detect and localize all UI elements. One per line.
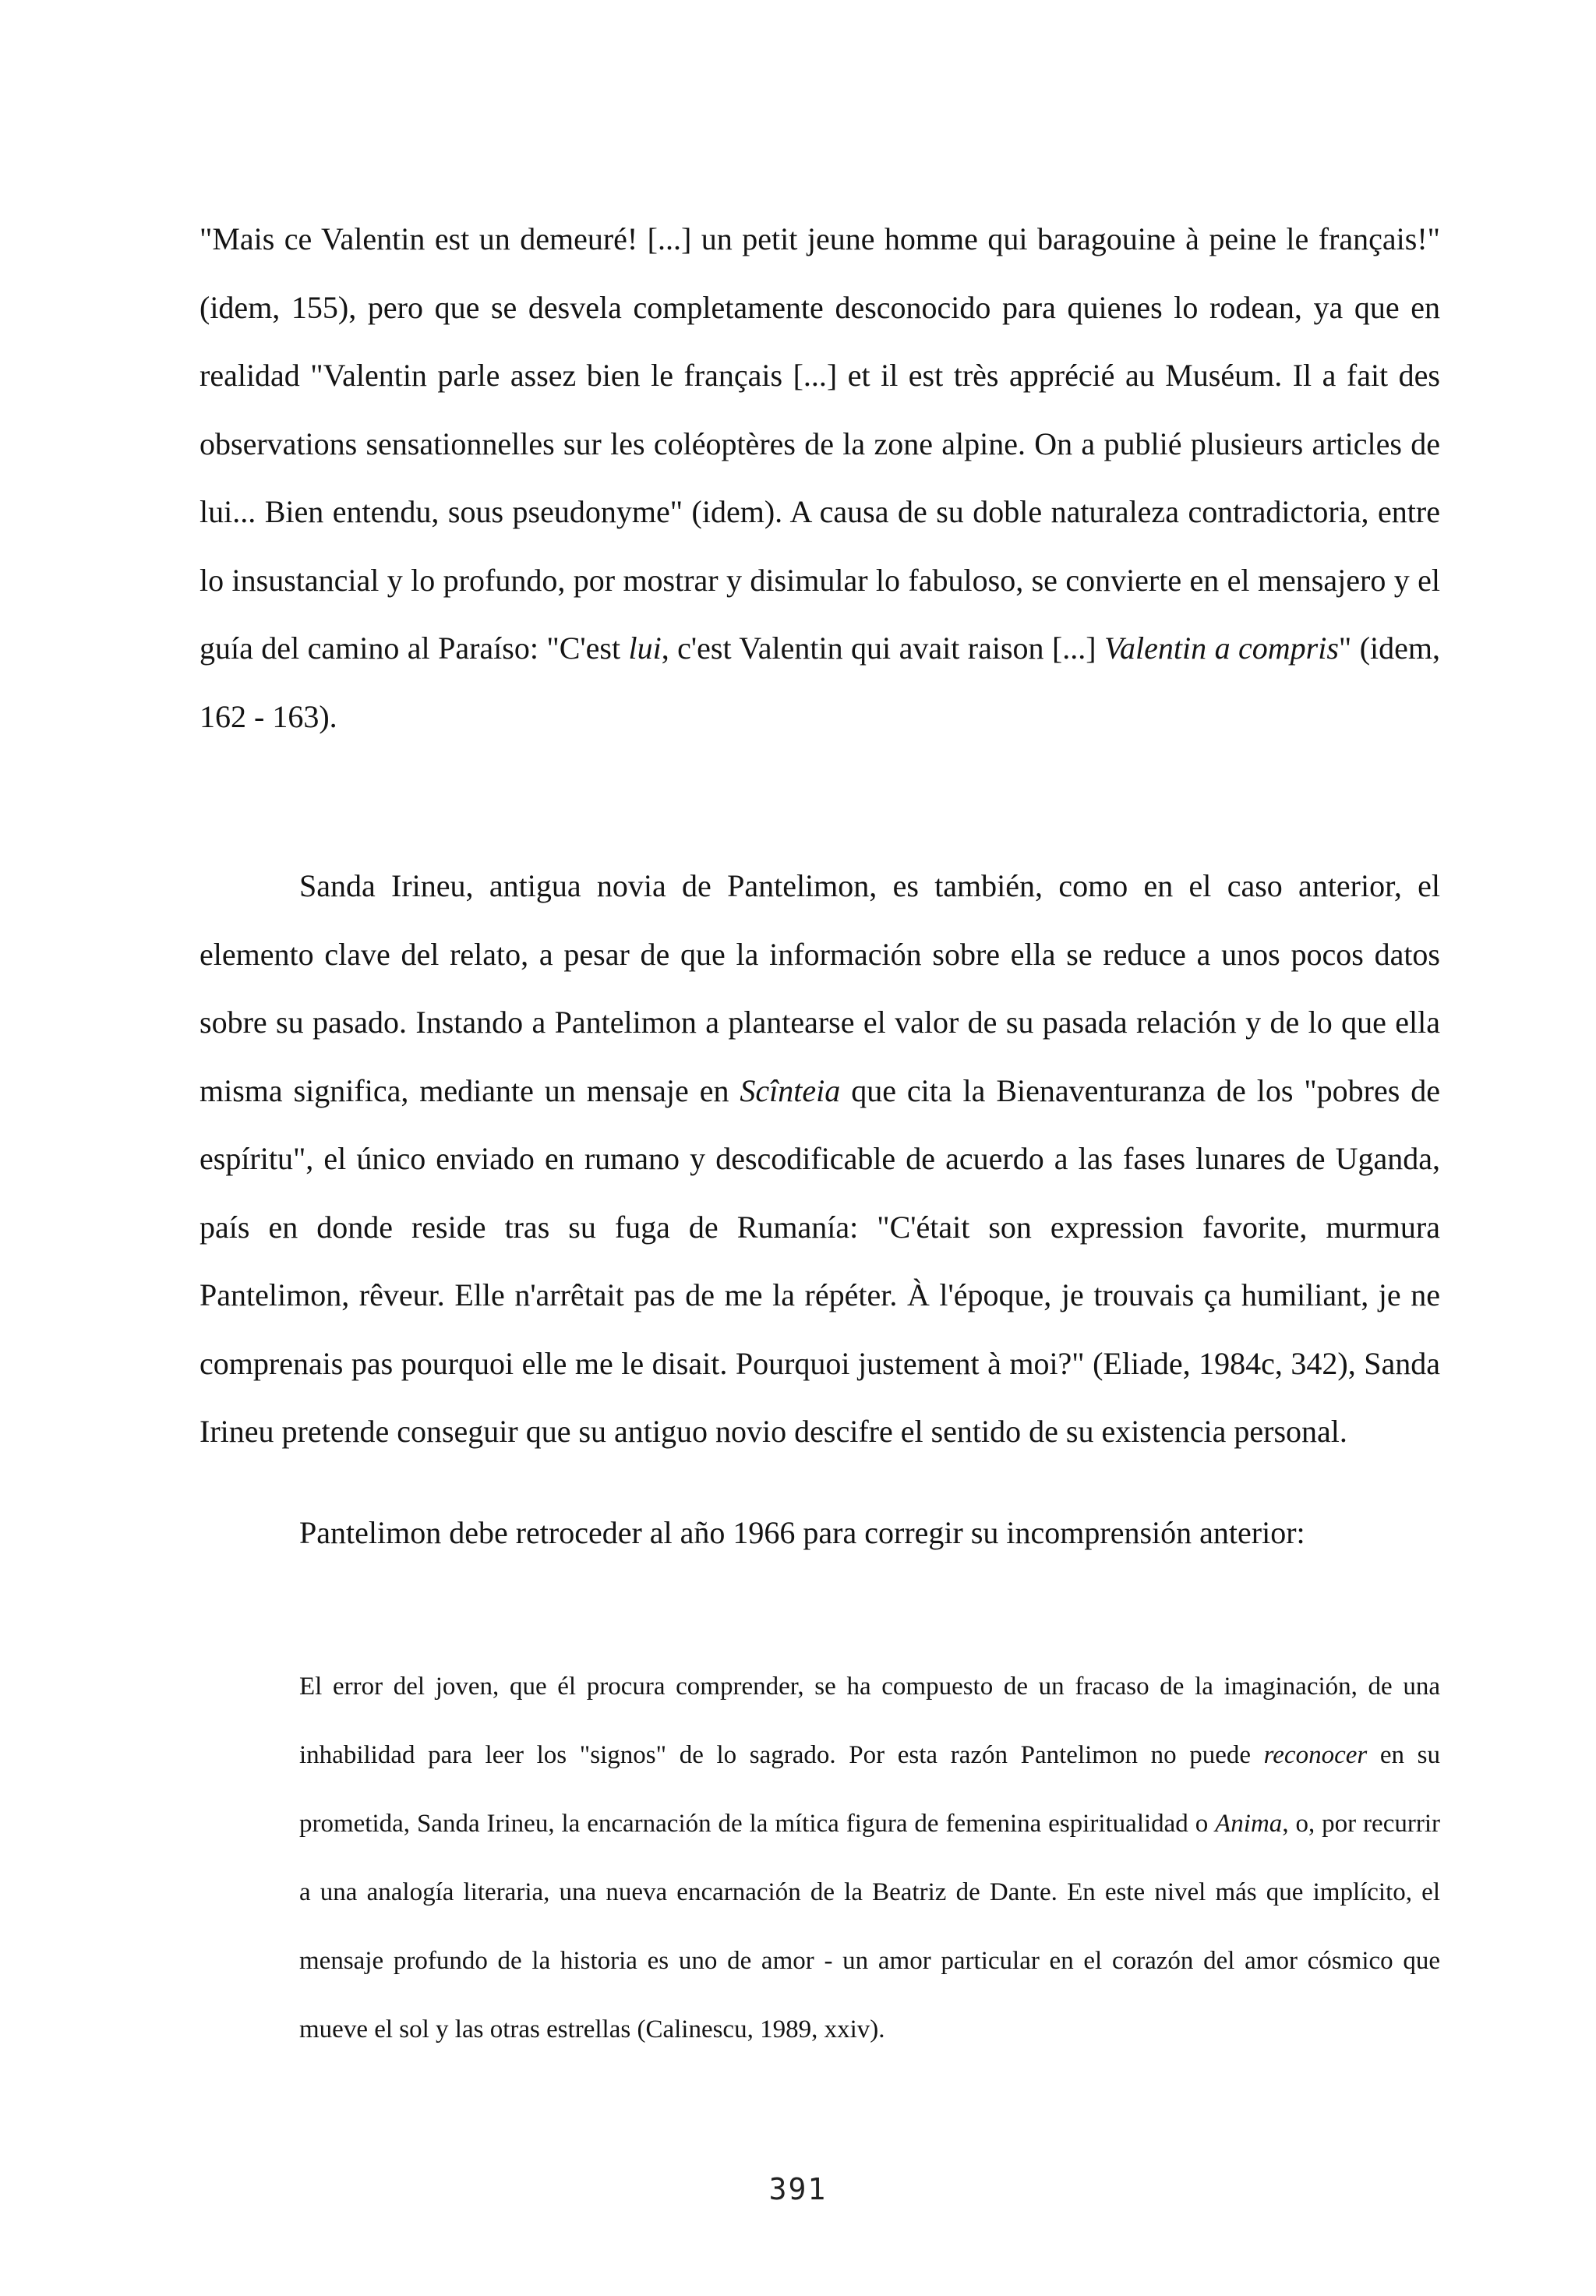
paragraph-2-italic-scinteia: Scînteia <box>740 1072 841 1108</box>
paragraph-1-text-c: " (idem, 162 - 163). <box>200 631 1440 734</box>
quote-italic-anima: Anima <box>1215 1810 1283 1838</box>
paragraph-1-italic-lui: lui <box>628 631 662 666</box>
body-paragraph-1 <box>200 205 1440 751</box>
body-paragraph-3 <box>200 1499 1440 1567</box>
paragraph-2-text-b: que cita la Bienaventuranza de los "pobres de espíritu", el único enviado en rumano y descodificable de acuerdo a las fases lunares de Uganda, país en donde reside tras su fuga de Rumanía: "C'était son expression favorite, murmura Pantelimon, rêveur. Elle n'arrêtait pas de me la répéter. À l'époque, je trouvais ça humiliant, je ne comprenais pas pourquoi elle me le disait. Pourquoi justement à moi?" (Eliade, 1984c, 342), Sanda Irineu pretende conseguir que su antiguo novio descifre el sentido de su existencia personal. <box>200 1072 1440 1449</box>
paragraph-2-text-a: Sanda Irineu, antigua novia de Pantelimon, es también, como en el caso anterior, el elemento clave del relato, a pesar de que la información sobre ella se reduce a unos pocos datos sobre su pasado. Instando a Pantelimon a plantearse el valor de su pasada relación y de lo que ella misma significa, mediante un mensaje en <box>200 868 1440 1108</box>
quote-italic-reconocer: reconocer <box>1263 1741 1368 1769</box>
paragraph-1-italic-valentin-a-compris: Valentin a compris <box>1104 631 1339 666</box>
body-paragraph-2 <box>200 852 1440 1466</box>
page-number: 391 <box>768 2172 828 2206</box>
paragraph-3-text: Pantelimon debe retroceder al año 1966 para corregir su incomprensión anterior: <box>299 1515 1305 1550</box>
quote-text-b: en su prometida, Sanda Irineu, la encarnación de la mítica figura de femenina espiritualidad o <box>299 1741 1440 1838</box>
paragraph-1-text-b: , c'est Valentin qui avait raison [...] <box>661 631 1105 666</box>
paragraph-1-text-a: "Mais ce Valentin est un demeuré! [...] un petit jeune homme qui baragouine à peine le français!" (idem, 155), pero que se desvela completamente desconocido para quienes lo rodean, ya que en realidad "Valentin parle assez bien le français [...] et il est très apprécié au Muséum. Il a fait des observations sensationnelles sur les coléoptères de la zone alpine. On a publié plusieurs articles de lui... Bien entendu, sous pseudonyme" (idem). A causa de su doble naturaleza contradictoria, entre lo insustancial y lo profundo, por mostrar y disimular lo fabuloso, se convierte en el mensajero y el guía del camino al Paraíso: "C'est <box>200 221 1440 666</box>
block-quote <box>299 1652 1440 2064</box>
quote-text-a: El error del joven, que él procura comprender, se ha compuesto de un fracaso de la imaginación, de una inhabilidad para leer los "signos" de lo sagrado. Por esta razón Pantelimon no puede <box>299 1673 1440 1769</box>
quote-text-c: , o, por recurrir a una analogía literaria, una nueva encarnación de la Beatriz de Dante. En este nivel más que implícito, el mensaje profundo de la historia es uno de amor - un amor particular en el corazón del amor cósmico que mueve el sol y las otras estrellas (Calinescu, 1989, xxiv). <box>299 1810 1440 2043</box>
